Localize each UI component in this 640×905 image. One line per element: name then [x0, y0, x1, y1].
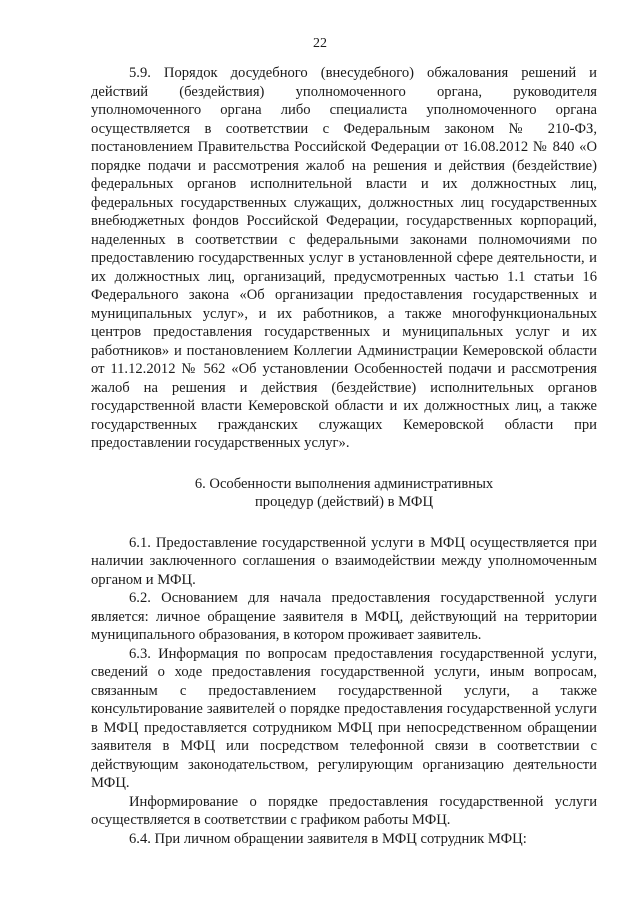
paragraph-6-2: 6.2. Основанием для начала предоставления государственной услуги является: личное обращение заявителя в МФЦ, действующий на территории муниципального образования, в котором проживает заявитель. — [91, 590, 597, 643]
document-body — [91, 64, 597, 848]
paragraph-6-1: 6.1. Предоставление государственной услуги в МФЦ осуществляется при наличии заключенного соглашения о взаимодействии между уполномоченным органом и МФЦ. — [91, 534, 597, 588]
paragraph-5-9: 5.9. Порядок досудебного (внесудебного) обжалования решений и действий (бездействия) уполномоченного органа, руководителя уполномоченного органа либо специалиста уполномоченного органа осуществляется в соответствии с Федеральным законом № 210-ФЗ, постановлением Правительства Российской Федерации от 16.08.2012 № 840 «О порядке подачи и рассмотрения жалоб на решения и действия (бездействие) федеральных органов исполнительной власти и их должностных лиц, федеральных государственных служащих, должностных лиц государственных внебюджетных фондов Российской Федерации, государственных корпораций, наделенных в соответствии с федеральными законами полномочиями по предоставлению государственных услуг в установленной сфере деятельности, и их должностных лиц, организаций, предусмотренных частью 1.1 статьи 16 Федерального закона «Об организации предоставления государственных и муниципальных услуг», и их работников, а также многофункциональных центров предоставления государственных и муниципальных услуг и их работников» и постановлением Коллегии Администрации Кемеровской области от 11.12.2012 № 562 «Об установлении Особенностей подачи и рассмотрения жалоб на решения и действия (бездействие) исполнительных органов государственной власти Кемеровской области и их должностных лиц, а также государственных гражданских служащих Кемеровской области при предоставлении государственных услуг». — [91, 65, 597, 451]
paragraph-informing: Информирование о порядке предоставления государственной услуги осуществляется в соответствии с графиком работы МФЦ. — [91, 793, 597, 828]
paragraph-6-3: 6.3. Информация по вопросам предоставления государственной услуги, сведений о ходе предоставления государственной услуги, иным вопросам, связанным с предоставлением государственной услуги, а также консультирование заявителей о порядке предоставления государственной услуги в МФЦ предоставляется сотрудником МФЦ при непосредственном обращении заявителя в МФЦ или посредством телефонной связи в соответствии с действующим законодательством, регулирующим организацию деятельности МФЦ. — [91, 645, 597, 791]
page-number: 22 — [313, 36, 327, 51]
section-heading-line-2: процедур (действий) в МФЦ — [254, 494, 433, 510]
section-heading-line-1: 6. Особенности выполнения административных — [194, 475, 494, 492]
section-heading-6 — [91, 475, 597, 512]
paragraph-6-4: 6.4. При личном обращении заявителя в МФЦ сотрудник МФЦ: — [129, 830, 527, 847]
